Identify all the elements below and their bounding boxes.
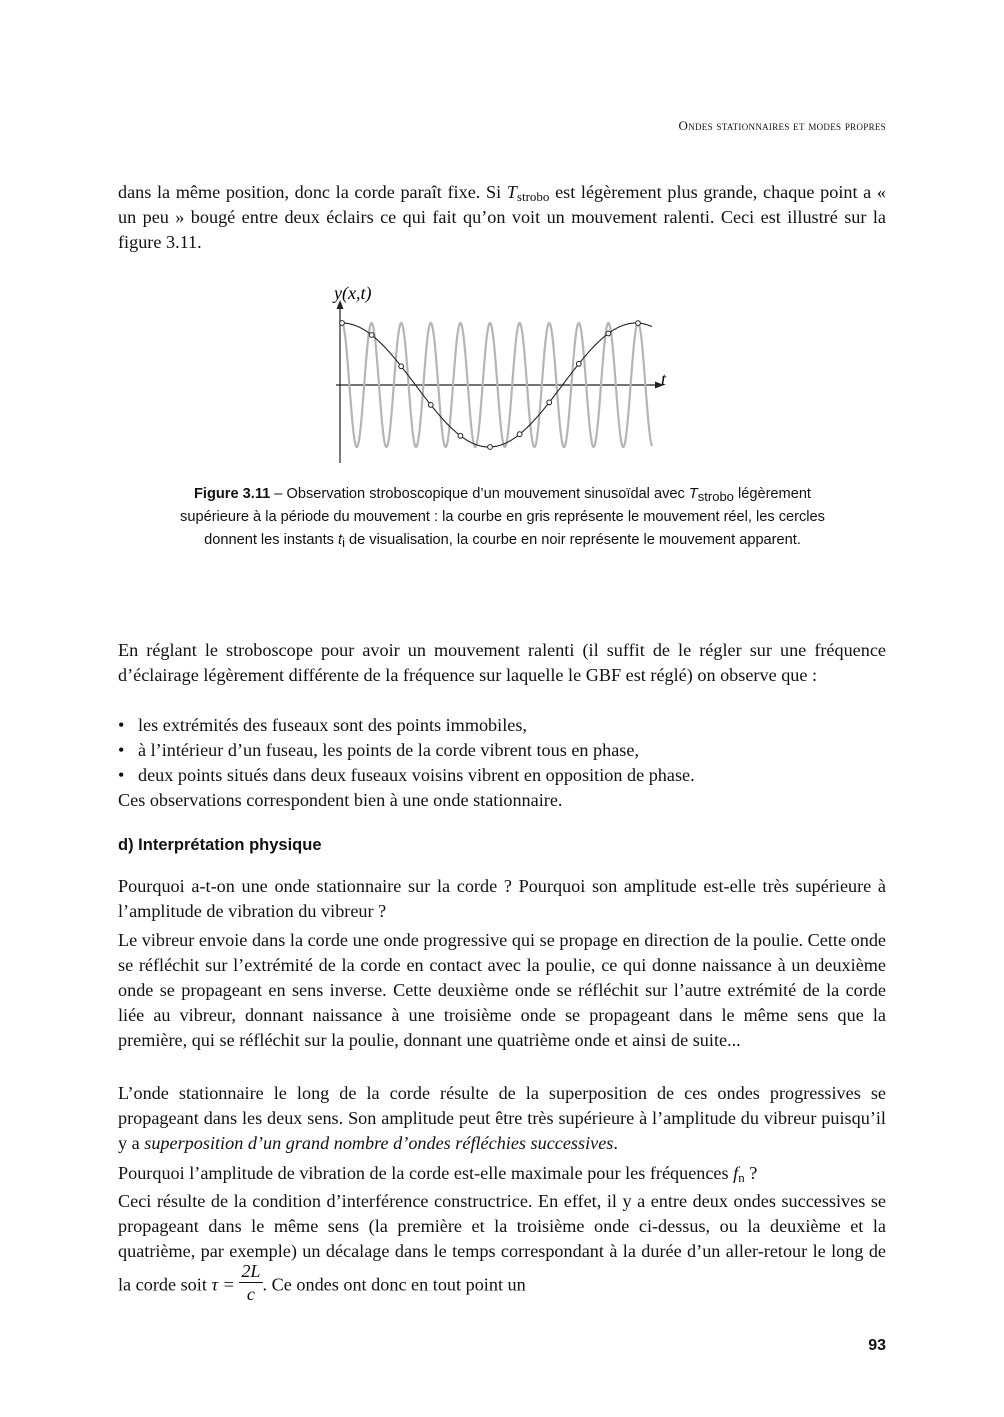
sample-point: [547, 400, 552, 405]
sample-point: [576, 361, 581, 366]
sample-point: [458, 433, 463, 438]
paragraph-intro: dans la même position, donc la corde paraît fixe. Si $T_{strobo}$ est légèrement plus grande, chaque point a « un peu » bougé entre deux éclairs ce qui fait qu’on voit un mouvement ralenti. Ceci est illustré sur la figure 3.11.: [118, 182, 886, 252]
sample-point: [488, 445, 493, 450]
sample-point: [606, 331, 611, 336]
sample-point: [369, 333, 374, 338]
list-item: • à l’intérieur d’un fuseau, les points de la corde vibrent tous en phase,: [118, 738, 886, 763]
sample-point: [517, 432, 522, 437]
stroboscope-figure: [318, 280, 678, 470]
observation-list: [118, 713, 886, 788]
list-item: • deux points situés dans deux fuseaux voisins vibrent en opposition de phase.: [118, 763, 886, 788]
sample-point: [636, 321, 641, 326]
running-head: Ondes stationnaires et modes propres: [678, 118, 886, 133]
paragraph-interference: Ceci résulte de la condition d’interférence constructrice. En effet, il y a entre deux ondes successives se propageant dans le même sens (la première et la troisième onde ci-dessus, ou la deuxième et la quatrième, par exemple) un décalage dans le temps correspondant à la durée d’un aller-retour le long de la corde soit τ = $\frac{2L}{c}$ . Ce ondes ont donc en tout point un: [118, 1191, 886, 1304]
figure-caption: Figure 3.11 – Observation stroboscopique d’un mouvement sinusoïdal avec $T_{strobo}$ légèrement supérieure à la période du mouvement : la courbe en gris représente le mouvement réel, les cercles donnent les instants $t_i$ de visualisation, la courbe en noir représente le mouvement apparent.: [180, 486, 825, 550]
paragraph-frequency-question: Pourquoi l’amplitude de vibration de la corde est-elle maximale pour les fréquences $f_n$ ?: [118, 1163, 758, 1185]
section-heading: d) Interprétation physique: [118, 836, 322, 854]
paragraph-explanation: Le vibreur envoie dans la corde une onde progressive qui se propage en direction de la poulie. Cette onde se réfléchit sur l’extrémité de la corde en contact avec la poulie, ce qui donne naissance à un deuxième onde se propageant en sens inverse. Cette deuxième onde se réfléchit sur l’autre extrémité de la corde liée au vibreur, donnant naissance à une troisième onde se propageant dans le même sens que la première, qui se réfléchit sur la poulie, donnant une quatrième onde et ainsi de suite...: [118, 930, 886, 1050]
sample-point: [340, 321, 345, 326]
paragraph-conclusion: Ces observations correspondent bien à une onde stationnaire.: [118, 790, 563, 810]
sample-point: [428, 403, 433, 408]
fraction-2L-over-c: $\frac{2L}{c}$: [241, 1261, 261, 1304]
t-axis-label: t: [661, 369, 667, 389]
list-item: • les extrémités des fuseaux sont des points immobiles,: [118, 713, 886, 738]
paragraph-observation: En réglant le stroboscope pour avoir un mouvement ralenti (il suffit de le régler sur une fréquence d’éclairage légèrement différente de la fréquence sur laquelle le GBF est réglé) on observe que :: [118, 640, 886, 685]
paragraph-question: Pourquoi a-t-on une onde stationnaire sur la corde ? Pourquoi son amplitude est-elle très supérieure à l’amplitude de vibration du vibreur ?: [118, 876, 886, 921]
paragraph-superposition: L’onde stationnaire le long de la corde résulte de la superposition de ces ondes progressives se propageant dans les deux sens. Son amplitude peut être très supérieure à l’amplitude du vibreur puisqu’il y a superposition d’un grand nombre d’ondes réfléchies successives.: [118, 1083, 886, 1153]
y-axis-label: y(x,t): [334, 283, 372, 303]
sample-point: [399, 364, 404, 369]
page-number: 93: [868, 1337, 886, 1354]
